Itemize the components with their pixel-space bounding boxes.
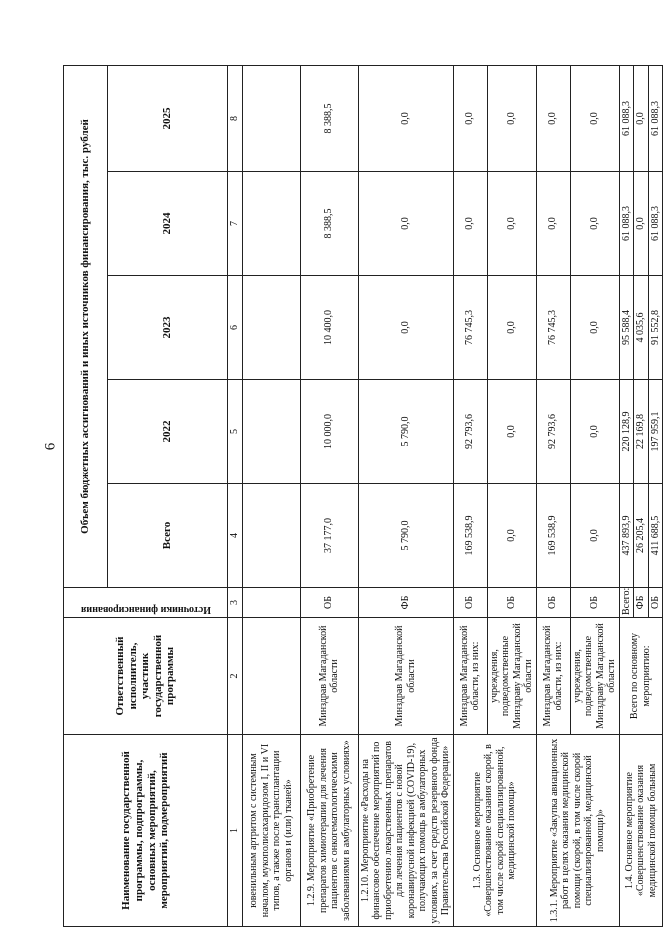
budget-table-rotated [63,22,661,927]
row-2022: 5 790,0 [358,380,453,484]
row-2022: 0,0 [487,380,536,484]
row-2024: 8 388,5 [300,172,358,276]
row-source: ФБ [358,588,453,618]
table-row [358,66,453,927]
row-name: 1.2.9. Мероприятие «Приобретение препаратов химиотерапии для лечения пациентов с онкогематологическими заболеваниями в амбулаторных условиях» [300,735,358,927]
row-2025: 8 388,5 [300,66,358,172]
row-source: ОБ [536,588,570,618]
row-total: 5 790,0 [358,484,453,588]
row-2025: 0,0 [358,66,453,172]
row-name: ювенильным артритом с системным началом, мукополисахаридозом I, II и VI типов, а также после трансплантации органов и (или) тканей» [242,735,300,927]
row-source: Всего: [619,588,634,618]
table-row [242,66,300,927]
table-row [453,66,487,927]
row-2022: 197 959,1 [648,380,663,484]
row-total: 411 688,5 [648,484,663,588]
header-2022: 2022 [108,380,228,484]
row-2024: 61 088,3 [619,172,634,276]
row-2024: 0,0 [487,172,536,276]
header-executor: Ответственный исполнитель, участник государственной программы [64,618,228,735]
row-executor: Минздрав Магаданской области [300,618,358,735]
col-number: 4 [228,484,243,588]
row-source: ОБ [570,588,619,618]
row-2023: 95 588,4 [619,276,634,380]
row-2024: 0,0 [453,172,487,276]
row-executor: Минздрав Магаданской области, из них: [453,618,487,735]
row-2023: 4 035,6 [634,276,649,380]
header-2025: 2025 [108,66,228,172]
header-2024: 2024 [108,172,228,276]
row-executor: Минздрав Магаданской области [358,618,453,735]
row-2023: 0,0 [570,276,619,380]
budget-table [63,65,663,927]
row-executor: Всего по основному мероприятию: [619,618,663,735]
header-total: Всего [108,484,228,588]
col-number: 2 [228,618,243,735]
row-2022: 220 128,9 [619,380,634,484]
row-2023 [242,276,300,380]
col-number: 6 [228,276,243,380]
row-name: 1.2.10. Мероприятие «Расходы на финансовое обеспечение мероприятий по приобретению лекарственных препаратов для лечения пациентов с новой коронавирусной инфекцией (COVID-19), получающих помощь в амбулаторных условиях, за счет средств резервного фонда Правительства Российской Федерации» [358,735,453,927]
row-2025: 0,0 [453,66,487,172]
row-2024: 0,0 [570,172,619,276]
col-number: 1 [228,735,243,927]
row-2023: 76 745,3 [536,276,570,380]
row-source [242,588,300,618]
row-2024 [242,172,300,276]
row-2022: 0,0 [570,380,619,484]
row-2024: 61 088,3 [648,172,663,276]
row-source: ФБ [634,588,649,618]
row-name: 1.3. Основное мероприятие «Совершенствование оказания скорой, в том числе скорой специализированной, медицинской помощи» [453,735,536,927]
row-2025: 0,0 [570,66,619,172]
row-2023: 91 552,8 [648,276,663,380]
page-number: 6 [42,442,59,451]
row-2024: 0,0 [536,172,570,276]
row-executor: учреждения, подведомственные Минздраву Магаданской области [487,618,536,735]
row-2023: 76 745,3 [453,276,487,380]
row-source: ОБ [648,588,663,618]
row-2024: 0,0 [358,172,453,276]
table-row [619,66,634,927]
row-executor: учреждения, подведомственные Минздраву Магаданской области [570,618,619,735]
row-executor: Минздрав Магаданской области, из них: [536,618,570,735]
header-name: Наименование государственной программы, подпрограммы, основных мероприятий, мероприятий, подмероприятий [64,735,228,927]
row-2024: 0,0 [634,172,649,276]
col-number: 3 [228,588,243,618]
col-number: 8 [228,66,243,172]
row-total: 169 538,9 [536,484,570,588]
header-source: Источники финансирования [64,588,228,618]
row-source: ОБ [300,588,358,618]
header-2023: 2023 [108,276,228,380]
table-row [300,66,358,927]
row-2025: 61 088,3 [619,66,634,172]
row-2025 [242,66,300,172]
row-total: 169 538,9 [453,484,487,588]
col-number: 5 [228,380,243,484]
table-row [536,66,570,927]
row-name: 1.4. Основное мероприятие «Совершенствование оказания медицинской помощи больным [619,735,663,927]
row-name: 1.3.1. Мероприятие «Закупка авиационных работ в целях оказания медицинской помощи (скорой, в том числе скорой специализированной, медицинской помощи)» [536,735,619,927]
row-2025: 61 088,3 [648,66,663,172]
row-total: 37 177,0 [300,484,358,588]
row-total [242,484,300,588]
row-2025: 0,0 [487,66,536,172]
row-2023: 10 400,0 [300,276,358,380]
row-source: ОБ [487,588,536,618]
row-2023: 0,0 [487,276,536,380]
header-funding: Объем бюджетных ассигнований и иных источников финансирования, тыс. рублей [64,66,108,588]
row-2022: 22 169,8 [634,380,649,484]
row-2025: 0,0 [536,66,570,172]
row-2022 [242,380,300,484]
row-2022: 92 793,6 [453,380,487,484]
row-2022: 92 793,6 [536,380,570,484]
row-2025: 0,0 [634,66,649,172]
row-total: 26 205,4 [634,484,649,588]
row-total: 0,0 [487,484,536,588]
row-total: 437 893,9 [619,484,634,588]
col-number: 7 [228,172,243,276]
row-total: 0,0 [570,484,619,588]
row-2023: 0,0 [358,276,453,380]
row-source: ОБ [453,588,487,618]
row-executor [242,618,300,735]
row-2022: 10 000,0 [300,380,358,484]
